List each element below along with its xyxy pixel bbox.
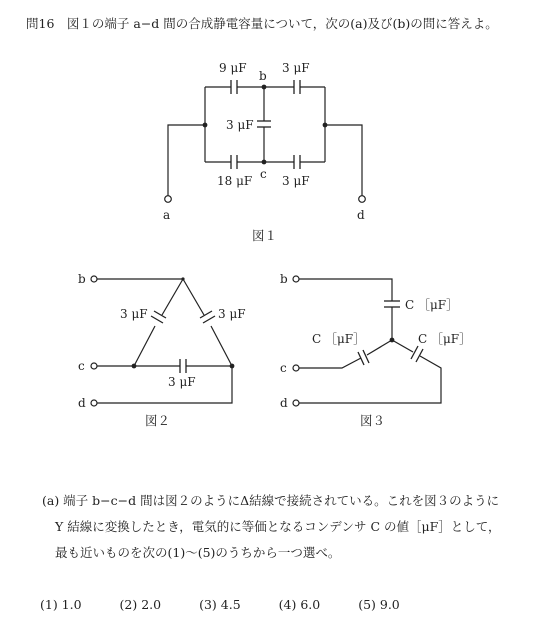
terminal-a (165, 196, 172, 203)
figure-2 (78, 272, 246, 428)
label-3uF-middle: 3 μF (226, 118, 254, 132)
fig3-label-b: b (280, 272, 288, 286)
label-3uF-top: 3 μF (282, 61, 310, 75)
figure-2-caption: 図２ (145, 413, 171, 428)
fig2-label-b: b (78, 272, 86, 286)
fig3-terminal-d (293, 400, 299, 406)
figure-3 (280, 272, 471, 428)
label-18uF: 18 μF (217, 174, 253, 188)
choice-1[interactable]: (1) 1.0 (40, 597, 82, 612)
choice-4[interactable]: (4) 6.0 (278, 597, 321, 612)
label-terminal-d: d (357, 208, 365, 222)
label-terminal-a: a (163, 208, 171, 222)
label-3uF-bottom: 3 μF (282, 174, 310, 188)
fig2-terminal-d (91, 400, 97, 406)
terminal-d (359, 196, 366, 203)
fig3-label-cap-left: C ［μF］ (312, 332, 366, 346)
fig3-label-d: d (280, 396, 288, 410)
fig2-label-d: d (78, 396, 86, 410)
label-9uF: 9 μF (219, 61, 247, 75)
fig3-terminal-c (293, 365, 299, 371)
node-b-dot (262, 85, 267, 90)
fig2-terminal-c (91, 363, 97, 369)
choice-3[interactable]: (3) 4.5 (199, 597, 241, 612)
figure-1-caption: 図１ (252, 228, 278, 243)
part-a-line-2: Y 結線に変換したとき，電気的に等価となるコンデンサ C の値［μF］として， (55, 519, 501, 534)
choice-2[interactable]: (2) 2.0 (119, 597, 162, 612)
node-c-dot (262, 160, 267, 165)
fig2-label-cap-left: 3 μF (120, 307, 148, 321)
answer-choices (40, 597, 434, 612)
part-a-line-1: (a) 端子 b−c−d 間は図２のようにΔ結線で接続されている。これを図３のように (42, 493, 500, 508)
figure-1 (163, 61, 365, 243)
choice-5[interactable]: (5) 9.0 (358, 597, 400, 612)
fig3-label-c: c (280, 361, 287, 375)
fig2-terminal-b (91, 276, 97, 282)
part-a-line-3: 最も近いものを次の(1)〜(5)のうちから一つ選べ。 (55, 545, 341, 560)
fig2-label-cap-bottom: 3 μF (168, 375, 196, 389)
label-node-c: c (260, 167, 267, 181)
question-part-a (42, 488, 542, 566)
fig2-label-c: c (78, 359, 85, 373)
fig2-label-cap-right: 3 μF (218, 307, 246, 321)
label-node-b: b (259, 69, 267, 83)
question-title: 問16 図１の端子 a−d 間の合成静電容量について，次の(a)及び(b)の問に答えよ。 (26, 16, 498, 31)
figure-3-caption: 図３ (360, 413, 386, 428)
fig3-label-cap-right: C ［μF］ (418, 332, 472, 346)
fig3-label-cap-top: C ［μF］ (405, 298, 459, 312)
fig3-terminal-b (293, 276, 299, 282)
